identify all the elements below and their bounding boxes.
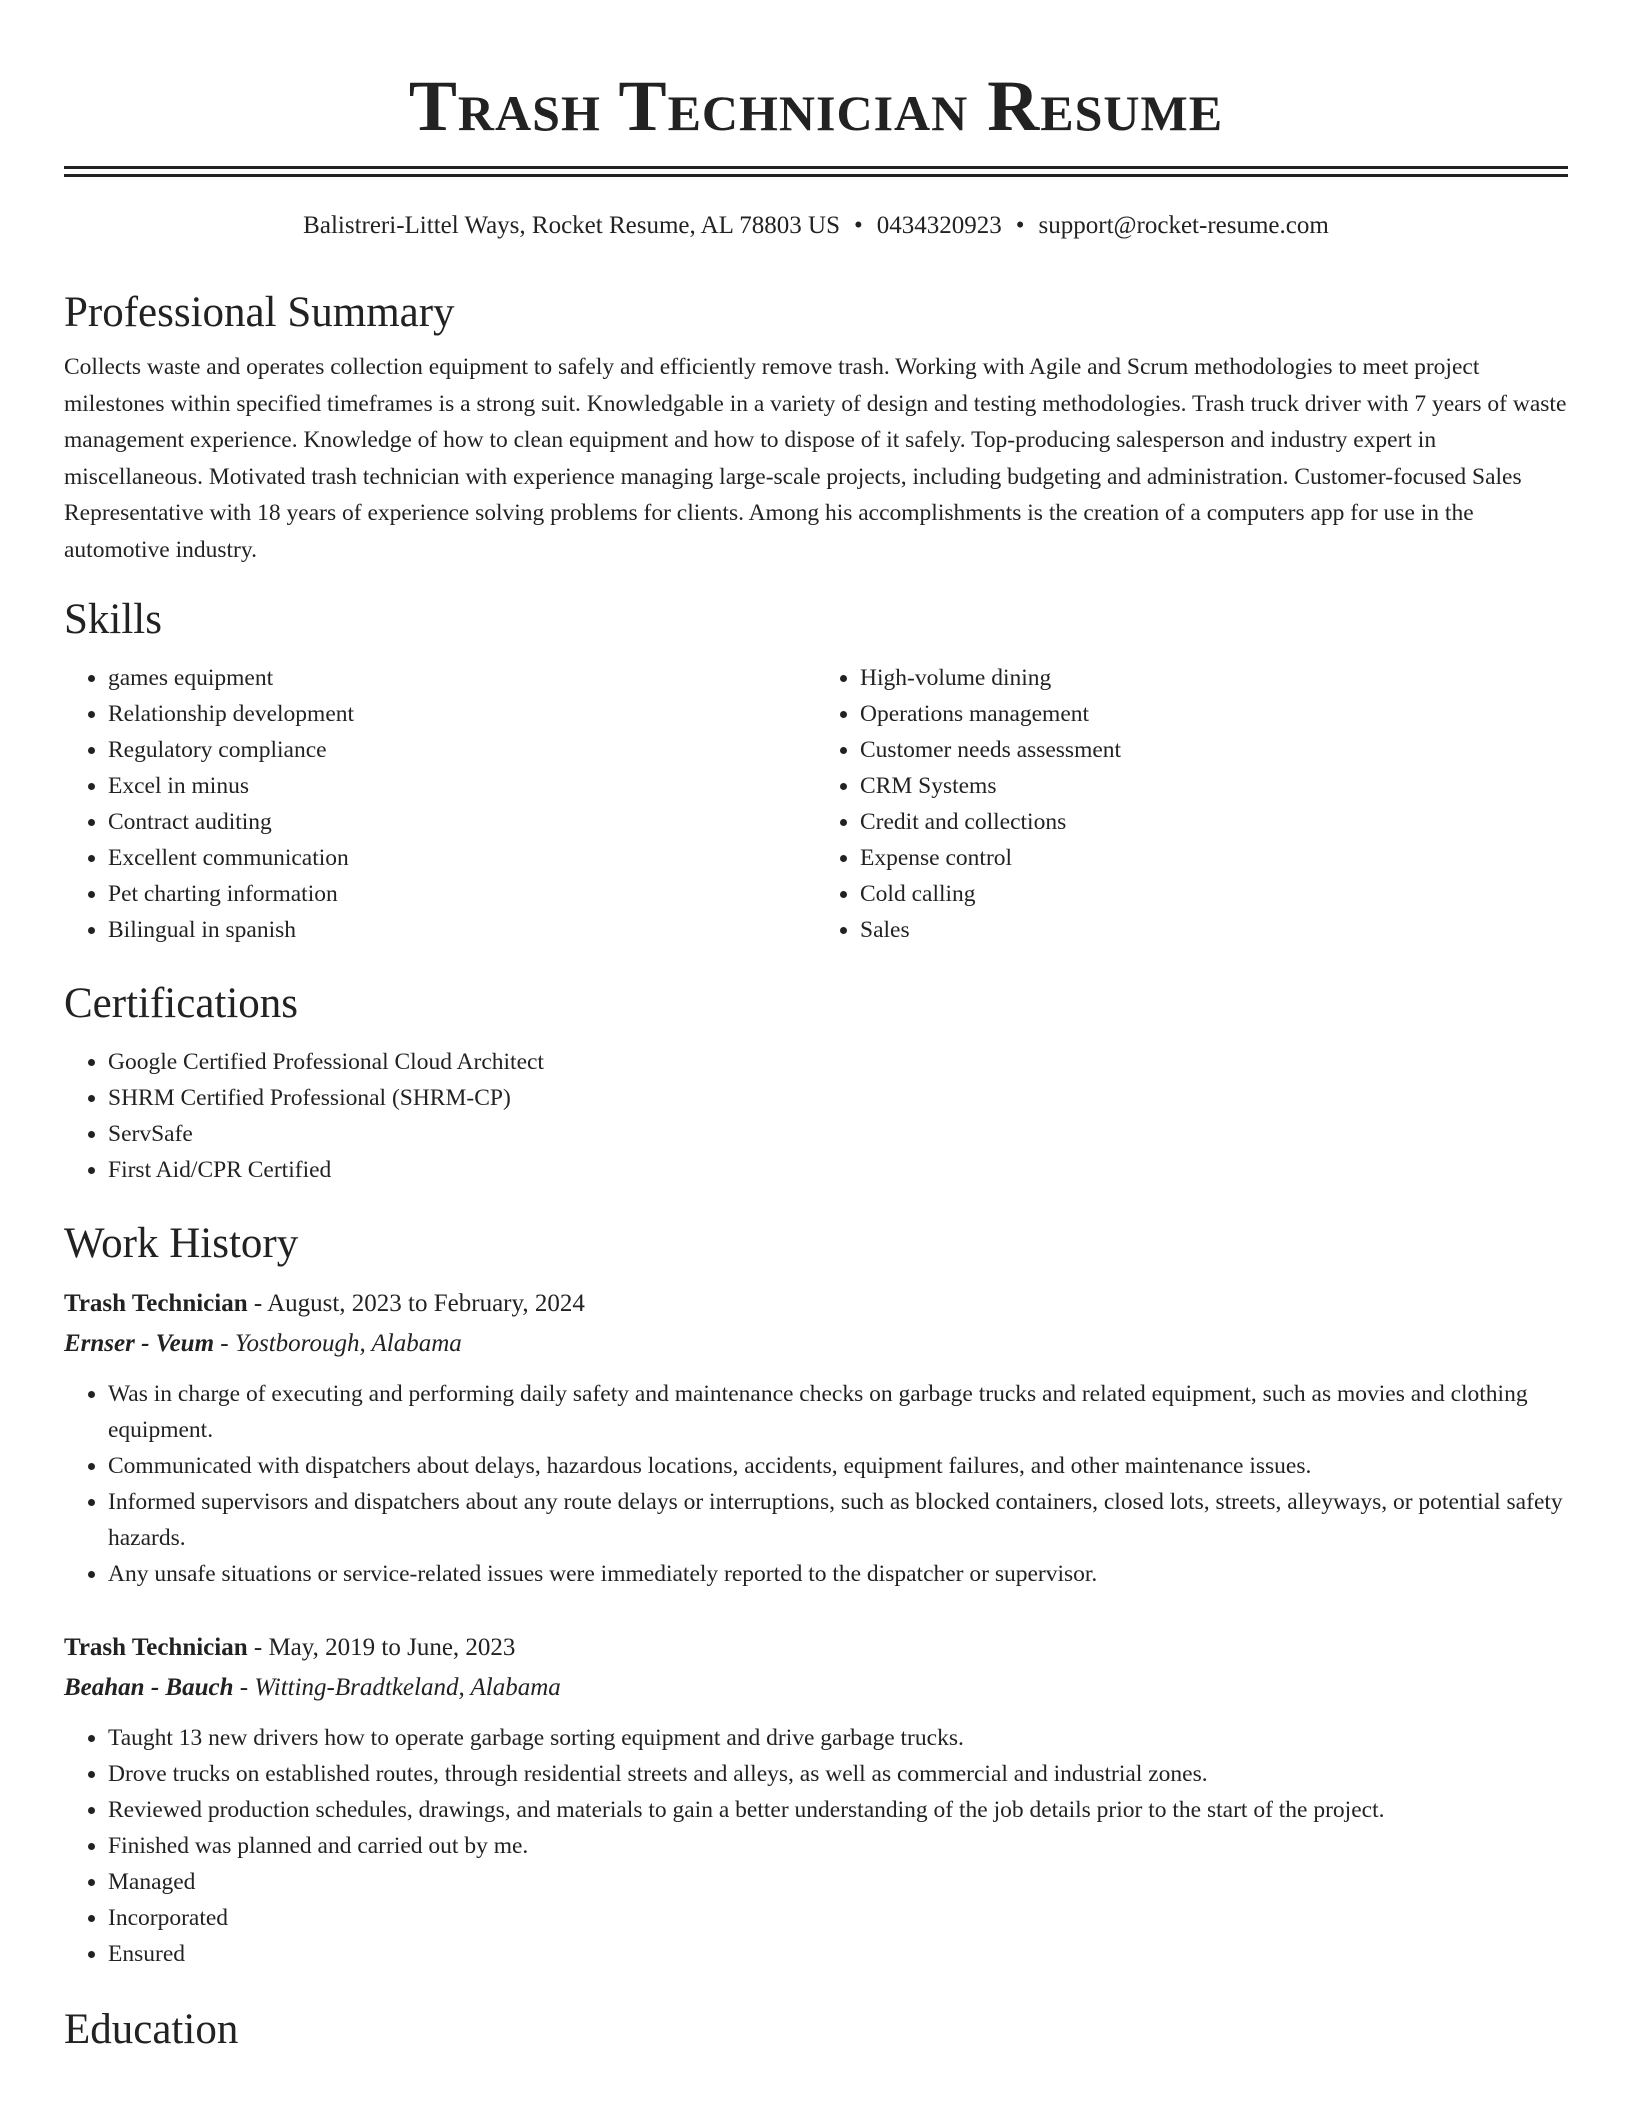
skill-item: • High-volume dining — [860, 660, 1568, 696]
job-bullet: • Communicated with dispatchers about delays, hazardous locations, accidents, equipment failures, and other maintenance issues. — [108, 1448, 1568, 1484]
certification-item: • Google Certified Professional Cloud Architect — [108, 1044, 1568, 1080]
resume-title: Trash Technician Resume — [408, 66, 1224, 146]
job-dates: August, 2023 to February, 2024 — [267, 1290, 585, 1317]
contact-line — [64, 209, 1568, 243]
job-bullet: • Any unsafe situations or service-related issues were immediately reported to the dispatcher or supervisor. — [108, 1556, 1568, 1592]
contact-phone: 0434320923 — [876, 212, 1002, 239]
job-role: Trash Technician — [64, 1634, 248, 1661]
job-bullet: • Reviewed production schedules, drawings, and materials to gain a better understanding of the job details prior to the start of the project. — [108, 1792, 1568, 1828]
contact-address: Balistreri-Littel Ways, Rocket Resume, AL 78803 US — [303, 212, 840, 239]
skill-item: • Credit and collections — [860, 804, 1568, 840]
section-heading-skills: Skills — [64, 596, 162, 643]
skill-item: • Regulatory compliance — [108, 732, 816, 768]
certifications-section — [64, 976, 1568, 1188]
skill-item: • Sales — [860, 912, 1568, 948]
section-heading-certifications: Certifications — [64, 980, 299, 1027]
skills-columns — [64, 660, 1568, 948]
section-heading-education: Education — [64, 2006, 239, 2053]
job-bullet: • Ensured — [108, 1936, 1568, 1972]
title-double-rule — [64, 166, 1568, 177]
job-location: Yostborough, Alabama — [234, 1330, 462, 1357]
job-role: Trash Technician — [64, 1290, 248, 1317]
skill-item: • Cold calling — [860, 876, 1568, 912]
work-history-section — [64, 1216, 1568, 1972]
skill-item: • Pet charting information — [108, 876, 816, 912]
certification-item: • ServSafe — [108, 1116, 1568, 1152]
section-heading-work-history: Work History — [64, 1220, 299, 1267]
job-bullet: • Finished was planned and carried out by me. — [108, 1828, 1568, 1864]
job-entry — [64, 1284, 1568, 1592]
skill-item: • Excel in minus — [108, 768, 816, 804]
contact-separator: • — [1015, 212, 1025, 239]
section-heading-summary: Professional Summary — [64, 289, 455, 336]
certifications-list — [64, 1044, 1568, 1188]
job-title-line: Trash Technician - May, 2019 to June, 2023 — [64, 1634, 516, 1661]
skill-item: • Relationship development — [108, 696, 816, 732]
job-dates: May, 2019 to June, 2023 — [268, 1634, 516, 1661]
summary-text: Collects waste and operates collection equipment to safely and efficiently remove trash. Working with Agile and Scrum methodologies to meet project milestones within specified timeframes is a strong suit. Knowledgable in a variety of design and testing methodologies. Trash truck driver with 7 years of waste management experience. Knowledge of how to clean equipment and how to dispose of it safely. Top-producing salesperson and industry expert in miscellaneous. Motivated trash technician with experience managing large-scale projects, including budgeting and administration. Customer-focused Sales Representative with 18 years of experience solving problems for clients. Among his accomplishments is the creation of a computers app for use in the automotive industry. — [64, 354, 1567, 563]
job-bullets — [64, 1720, 1568, 1972]
job-bullet: • Incorporated — [108, 1900, 1568, 1936]
contact-separator: • — [853, 212, 863, 239]
job-title-line: Trash Technician - August, 2023 to February, 2024 — [64, 1290, 585, 1317]
skill-item: • Excellent communication — [108, 840, 816, 876]
job-company: Beahan - Bauch — [64, 1674, 234, 1701]
job-bullet: • Drove trucks on established routes, through residential streets and alleys, as well as commercial and industrial zones. — [108, 1756, 1568, 1792]
skill-item: • Bilingual in spanish — [108, 912, 816, 948]
skill-item: • Customer needs assessment — [860, 732, 1568, 768]
education-section — [64, 2002, 1568, 2058]
skills-section — [64, 592, 1568, 948]
skill-item: • Contract auditing — [108, 804, 816, 840]
contact-email: support@rocket-resume.com — [1038, 212, 1329, 239]
skills-list-right — [816, 660, 1568, 948]
professional-summary-section — [64, 285, 1568, 568]
job-bullets — [64, 1376, 1568, 1592]
skill-item: • games equipment — [108, 660, 816, 696]
skills-list-left — [64, 660, 816, 948]
job-bullet: • Taught 13 new drivers how to operate garbage sorting equipment and drive garbage trucks. — [108, 1720, 1568, 1756]
job-bullet: • Managed — [108, 1864, 1568, 1900]
job-company-line: Ernser - Veum - Yostborough, Alabama — [64, 1330, 462, 1357]
skill-item: • CRM Systems — [860, 768, 1568, 804]
job-bullet: • Informed supervisors and dispatchers about any route delays or interruptions, such as blocked containers, closed lots, streets, alleyways, or potential safety hazards. — [108, 1484, 1568, 1556]
job-company: Ernser - Veum — [64, 1330, 215, 1357]
job-bullet: • Was in charge of executing and performing daily safety and maintenance checks on garbage trucks and related equipment, such as movies and clothing equipment. — [108, 1376, 1568, 1448]
certification-item: • First Aid/CPR Certified — [108, 1152, 1568, 1188]
skill-item: • Expense control — [860, 840, 1568, 876]
job-location: Witting-Bradtkeland, Alabama — [254, 1674, 561, 1701]
job-company-line: Beahan - Bauch - Witting-Bradtkeland, Alabama — [64, 1674, 561, 1701]
skill-item: • Operations management — [860, 696, 1568, 732]
certification-item: • SHRM Certified Professional (SHRM-CP) — [108, 1080, 1568, 1116]
job-entry — [64, 1628, 1568, 1972]
